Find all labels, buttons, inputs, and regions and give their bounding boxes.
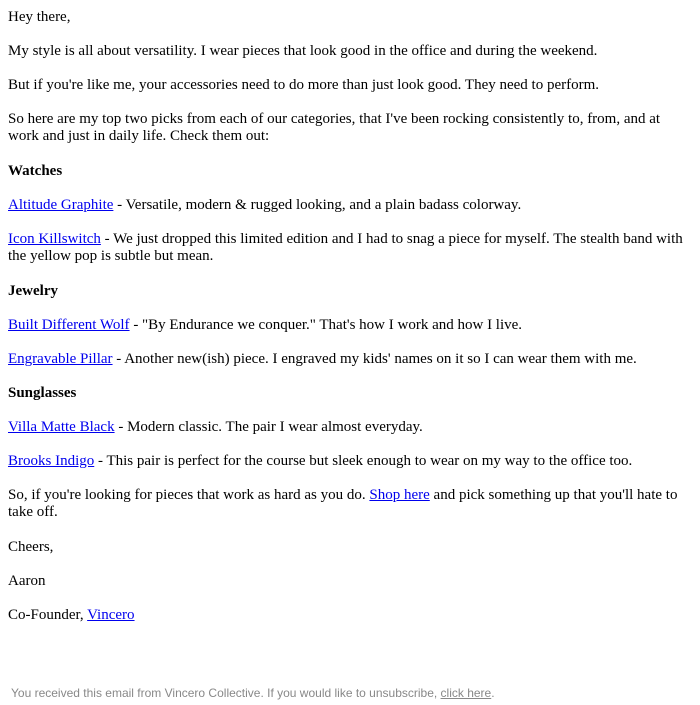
email-footer xyxy=(11,686,495,700)
product-link-brooks-indigo[interactable]: Brooks Indigo xyxy=(8,453,95,469)
section-heading-label: Jewelry xyxy=(8,283,58,299)
footer-period: . xyxy=(491,686,495,700)
pick-description: - Versatile, modern & rugged looking, and a plain badass colorway. xyxy=(113,197,522,213)
pick-item xyxy=(8,419,423,436)
product-link-icon-killswitch[interactable]: Icon Killswitch xyxy=(8,231,101,247)
pick-item xyxy=(8,453,692,470)
product-link-built-different-wolf[interactable]: Built Different Wolf xyxy=(8,317,130,333)
signoff: Cheers, xyxy=(8,539,54,555)
section-heading-jewelry xyxy=(8,283,58,300)
pick-description: - Another new(ish) piece. I engraved my kids' names on it so I can wear them with me. xyxy=(112,351,637,367)
shop-here-link[interactable]: Shop here xyxy=(369,487,430,503)
pick-description: - This pair is perfect for the course but sleek enough to wear on my way to the office too. xyxy=(94,453,633,469)
product-link-villa-matte-black[interactable]: Villa Matte Black xyxy=(8,419,115,435)
pick-item xyxy=(8,197,521,214)
pick-item xyxy=(8,231,692,265)
intro-paragraph-1: My style is all about versatility. I wear pieces that look good in the office and during the weekend. xyxy=(8,43,598,59)
section-heading-label: Watches xyxy=(8,163,63,179)
intro-paragraph-2: But if you're like me, your accessories need to do more than just look good. They need to perform. xyxy=(8,77,600,93)
signature-title xyxy=(8,607,135,624)
closing-text-end: and pick something up that you'll hate to take off. xyxy=(8,487,678,520)
section-heading-sunglasses xyxy=(8,385,76,402)
pick-description: - "By Endurance we conquer." That's how I work and how I live. xyxy=(129,317,523,333)
closing-text: So, if you're looking for pieces that work as hard as you do. xyxy=(8,487,370,503)
vincero-link[interactable]: Vincero xyxy=(87,607,135,623)
product-link-altitude-graphite[interactable]: Altitude Graphite xyxy=(8,197,114,213)
product-link-engravable-pillar[interactable]: Engravable Pillar xyxy=(8,351,113,367)
closing-paragraph xyxy=(8,487,692,521)
pick-item xyxy=(8,317,522,334)
footer-text: You received this email from Vincero Collective. If you would like to unsubscribe, xyxy=(11,686,441,700)
signature-name: Aaron xyxy=(8,573,46,589)
signature-role: Co-Founder, xyxy=(8,607,88,623)
pick-description: - Modern classic. The pair I wear almost everyday. xyxy=(114,419,423,435)
section-heading-label: Sunglasses xyxy=(8,385,77,401)
section-heading-watches xyxy=(8,163,62,180)
greeting: Hey there, xyxy=(8,9,71,25)
pick-description: - We just dropped this limited edition and I had to snag a piece for myself. The stealth band with the yellow pop is subtle but mean. xyxy=(8,231,683,264)
intro-paragraph-3: So here are my top two picks from each of our categories, that I've been rocking consistently to, from, and at work and just in daily life. Check them out: xyxy=(8,111,661,144)
pick-item xyxy=(8,351,692,368)
unsubscribe-link[interactable]: click here xyxy=(440,686,492,700)
